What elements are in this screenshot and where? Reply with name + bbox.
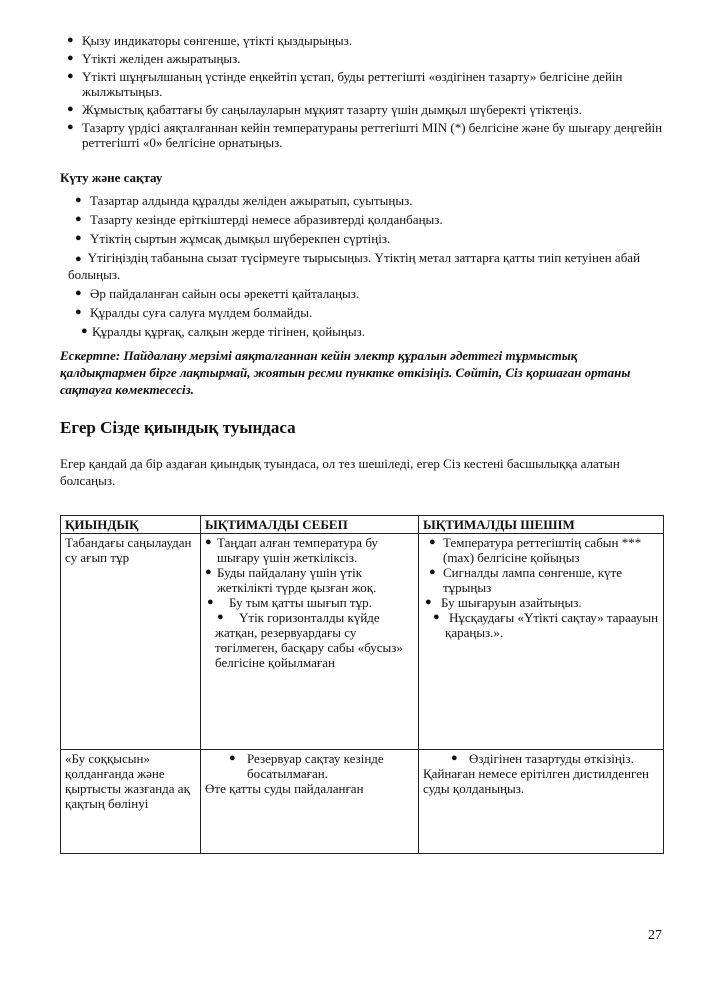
page-number: 27 bbox=[648, 928, 662, 943]
bullet-icon: ● bbox=[205, 566, 212, 578]
bullet-icon: ● bbox=[205, 536, 212, 548]
cleaning-steps-list bbox=[60, 33, 665, 153]
list-item: ● Құралды суға салуға мүлдем болмайды. bbox=[75, 305, 313, 320]
bullet-icon: ● bbox=[75, 194, 82, 206]
bullet-icon: ● bbox=[67, 70, 74, 82]
list-item: ● Резервуар сақтау кезінде босатылмаған. bbox=[229, 751, 384, 781]
solution-extra: Қайнаған немесе ерітілген дистилденген суды қолданыңыз. bbox=[423, 766, 649, 796]
list-item: ● Тазартар алдында құралды желіден ажыратып, суытыңыз. bbox=[75, 193, 413, 208]
bullet-icon: ● bbox=[429, 566, 436, 578]
list-item: ● Үтік горизонталды күйде жатқан, резервуардағы су төгілмеген, басқару сабы «бусыз» белгісіне қойылмаған bbox=[215, 610, 403, 670]
bullet-icon: ● bbox=[75, 253, 82, 265]
list-item: ● Нұсқаудағы «Үтікті сақтау» тараауын қараңыз.». bbox=[433, 610, 659, 640]
list-item: ● Қызу индикаторы сөнгенше, үтікті қыздырыңыз. bbox=[67, 33, 353, 48]
list-item: ● Буды пайдалану үшін үтік жеткілікті түрде қызған жоқ. bbox=[205, 565, 377, 595]
bullet-icon: ● bbox=[67, 121, 74, 133]
list-item: ● Жұмыстық қабаттағы бу саңылауларын мұқият тазарту үшін дымқыл шүберекті үтіктеңіз. bbox=[67, 102, 582, 117]
list-item: ● Тазарту үрдісі аяқталғаннан кейін температураны реттегішті MIN (*) белгісіне және бу шығару деңгейін реттегішті «0» белгісіне орнатыңыз. bbox=[67, 120, 663, 150]
table-row bbox=[61, 534, 664, 750]
bullet-icon: ● bbox=[75, 213, 82, 225]
troubleshooting-heading: Егер Сізде қиындық туындаса bbox=[60, 418, 296, 437]
cause-cell bbox=[201, 534, 419, 750]
bullet-icon: ● bbox=[229, 752, 236, 764]
bullet-icon: ● bbox=[425, 596, 432, 608]
bullet-icon: ● bbox=[429, 536, 436, 548]
list-item: ● Үтікті желіден ажыратыңыз. bbox=[67, 51, 241, 66]
note-label: Ескертпе: bbox=[60, 348, 121, 363]
list-item: ● Өздігінен тазартуды өткізіңіз. bbox=[451, 751, 634, 766]
table-header-row bbox=[61, 516, 664, 534]
care-list bbox=[68, 193, 665, 343]
care-heading: Күту және сақтау bbox=[60, 170, 163, 185]
bullet-icon: ● bbox=[75, 232, 82, 244]
problem-cell: Табандағы саңылаудан су ағып тұр bbox=[61, 534, 201, 750]
disposal-note bbox=[60, 347, 655, 398]
bullet-icon: ● bbox=[67, 34, 74, 46]
cause-extra: Өте қатты суды пайдаланған bbox=[205, 781, 364, 796]
bullet-icon: ● bbox=[81, 325, 88, 337]
note-text: Пайдалану мерзімі аяқталғаннан кейін электр құралын әдеттегі тұрмыстық қалдықтармен бірге лақтырмай, жоятын ресми пунктке өткізіңіз. Сөйтіп, Сіз қоршаған ортаны сақтауға көмектесесіз. bbox=[60, 348, 631, 397]
column-header-cause: ЫҚТИМАЛДЫ СЕБЕП bbox=[201, 516, 419, 534]
table-row bbox=[61, 750, 664, 854]
bullet-icon: ● bbox=[433, 611, 440, 623]
list-item: ● Тазарту кезінде еріткіштерді немесе абразивтерді қолданбаңыз. bbox=[75, 212, 443, 227]
list-item: ● Сигналды лампа сөнгенше, күте тұрыңыз bbox=[429, 565, 623, 595]
list-item: ● Құралды құрғақ, салқын жерде тігінен, қойыңыз. bbox=[81, 324, 365, 339]
troubleshooting-intro: Егер қандай да бір аздаған қиындық туындаса, ол тез шешіледі, егер Сіз кестені басшылыққа алатын болсаңыз. bbox=[60, 456, 620, 488]
column-header-solution: ЫҚТИМАЛДЫ ШЕШІМ bbox=[419, 516, 664, 534]
column-header-problem: ҚИЫНДЫҚ bbox=[61, 516, 201, 534]
bullet-icon: ● bbox=[75, 287, 82, 299]
problem-cell: «Бу соққысын» қолданғанда және қыртысты жазғанда ақ қақтың бөлінуі bbox=[61, 750, 201, 854]
list-item: ● Бу тым қатты шығып тұр. bbox=[207, 595, 372, 610]
bullet-icon: ● bbox=[67, 52, 74, 64]
bullet-icon: ● bbox=[451, 752, 458, 764]
bullet-icon: ● bbox=[75, 306, 82, 318]
list-item: ● Әр пайдаланған сайын осы әрекетті қайталаңыз. bbox=[75, 286, 360, 301]
list-item: ● Үтігіңіздің табанына сызат түсірмеуге тырысыңыз. Үтіктің метал заттарға қатты тиіп кетуінен абай болыңыз. bbox=[68, 250, 641, 282]
troubleshooting-table bbox=[60, 515, 664, 854]
list-item: ● Бу шығаруын азайтыңыз. bbox=[425, 595, 582, 610]
list-item: ● Таңдап алған температура бу шығару үшін жеткіліксіз. bbox=[205, 535, 378, 565]
bullet-icon: ● bbox=[67, 103, 74, 115]
list-item: ● Үтікті шұңғылшаның үстінде еңкейтіп ұстап, буды реттегішті «өздігінен тазарту» белгісіне дейін жылжытыңыз. bbox=[67, 69, 623, 99]
list-item: ● Температура реттегіштің сабын *** (max) белгісіне қойыңыз bbox=[429, 535, 642, 565]
bullet-icon: ● bbox=[217, 611, 224, 623]
solution-cell bbox=[419, 534, 664, 750]
solution-cell bbox=[419, 750, 664, 854]
cause-cell bbox=[201, 750, 419, 854]
list-item: ● Үтіктің сыртын жұмсақ дымқыл шүберекпен сүртіңіз. bbox=[75, 231, 391, 246]
bullet-icon: ● bbox=[207, 596, 214, 608]
